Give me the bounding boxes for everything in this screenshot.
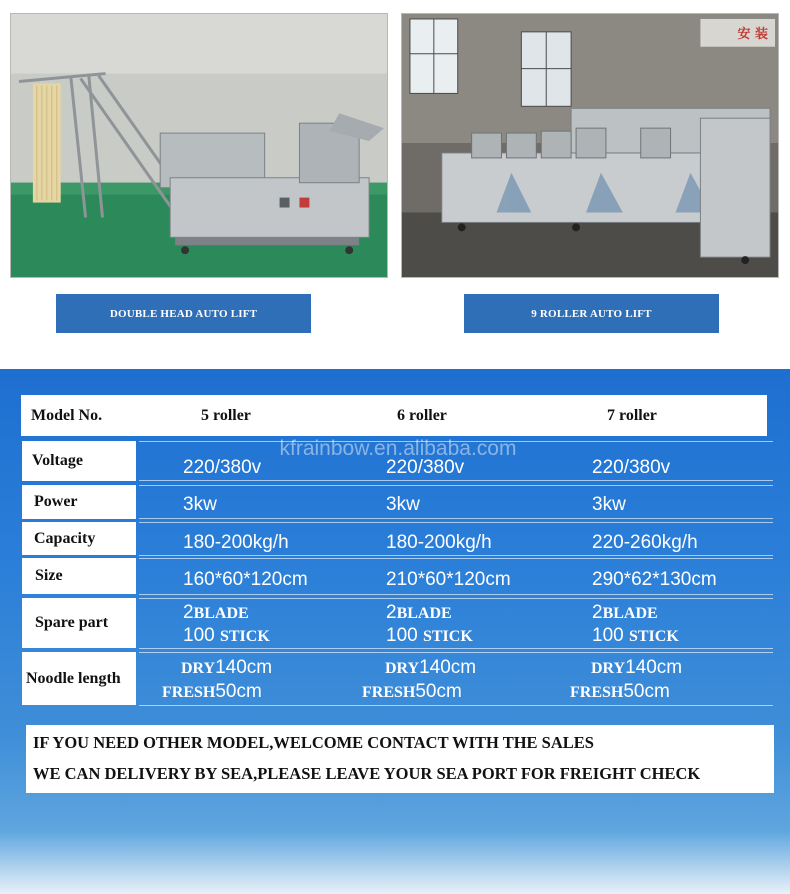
note-delivery-by-sea: WE CAN DELIVERY BY SEA,PLEASE LEAVE YOUR SEA PORT FOR FREIGHT CHECK: [33, 764, 701, 783]
row-label-spare-part: Spare part: [22, 598, 136, 648]
size-6-roller: 210*60*120cm: [386, 569, 511, 590]
photo-9-roller-auto-lift: [401, 13, 779, 278]
fresh-length-6-roller: FRESH50cm: [362, 681, 462, 702]
caption-double-head-auto-lift: DOUBLE HEAD AUTO LIFT: [56, 294, 311, 333]
size-5-roller: 160*60*120cm: [183, 569, 308, 590]
capacity-6-roller: 180-200kg/h: [386, 532, 492, 553]
voltage-6-roller: 220/380v: [386, 457, 465, 478]
watermark: kfrainbow.en.alibaba.com: [279, 437, 517, 460]
row-label-noodle-length: Noodle length: [22, 652, 136, 705]
row-power: [139, 485, 773, 519]
row-label-voltage: Voltage: [22, 441, 136, 481]
voltage-5-roller: 220/380v: [183, 457, 262, 478]
row-label-power: Power: [22, 485, 136, 519]
caption-9-roller-auto-lift: 9 ROLLER AUTO LIFT: [464, 294, 719, 333]
capacity-7-roller: 220-260kg/h: [592, 532, 698, 553]
spare-stick-6-roller: 100 STICK: [386, 625, 473, 646]
spare-stick-5-roller: 100 STICK: [183, 625, 270, 646]
header-col-5-roller: 5 roller: [201, 407, 251, 424]
photo-double-head-auto-lift: [10, 13, 388, 278]
dry-length-5-roller: DRY140cm: [181, 657, 273, 678]
row-label-size: Size: [22, 558, 136, 594]
header-col-7-roller: 7 roller: [607, 407, 657, 424]
fresh-length-7-roller: FRESH50cm: [570, 681, 670, 702]
dry-length-7-roller: DRY140cm: [591, 657, 683, 678]
spare-blade-7-roller: 2BLADE: [592, 602, 658, 623]
note-other-model: IF YOU NEED OTHER MODEL,WELCOME CONTACT WITH THE SALES: [33, 733, 594, 752]
spare-blade-6-roller: 2BLADE: [386, 602, 452, 623]
voltage-7-roller: 220/380v: [592, 457, 671, 478]
header-col-6-roller: 6 roller: [397, 407, 447, 424]
size-7-roller: 290*62*130cm: [592, 569, 717, 590]
dry-length-6-roller: DRY140cm: [385, 657, 477, 678]
notes-box: [26, 725, 774, 793]
header-model-label: Model No.: [31, 407, 103, 424]
wall-sign: 安 装: [737, 27, 768, 42]
power-7-roller: 3kw: [592, 494, 626, 515]
capacity-5-roller: 180-200kg/h: [183, 532, 289, 553]
spare-stick-7-roller: 100 STICK: [592, 625, 679, 646]
spare-blade-5-roller: 2BLADE: [183, 602, 249, 623]
power-5-roller: 3kw: [183, 494, 217, 515]
table-header-row: [21, 395, 767, 436]
power-6-roller: 3kw: [386, 494, 420, 515]
fresh-length-5-roller: FRESH50cm: [162, 681, 262, 702]
row-label-capacity: Capacity: [22, 522, 136, 555]
